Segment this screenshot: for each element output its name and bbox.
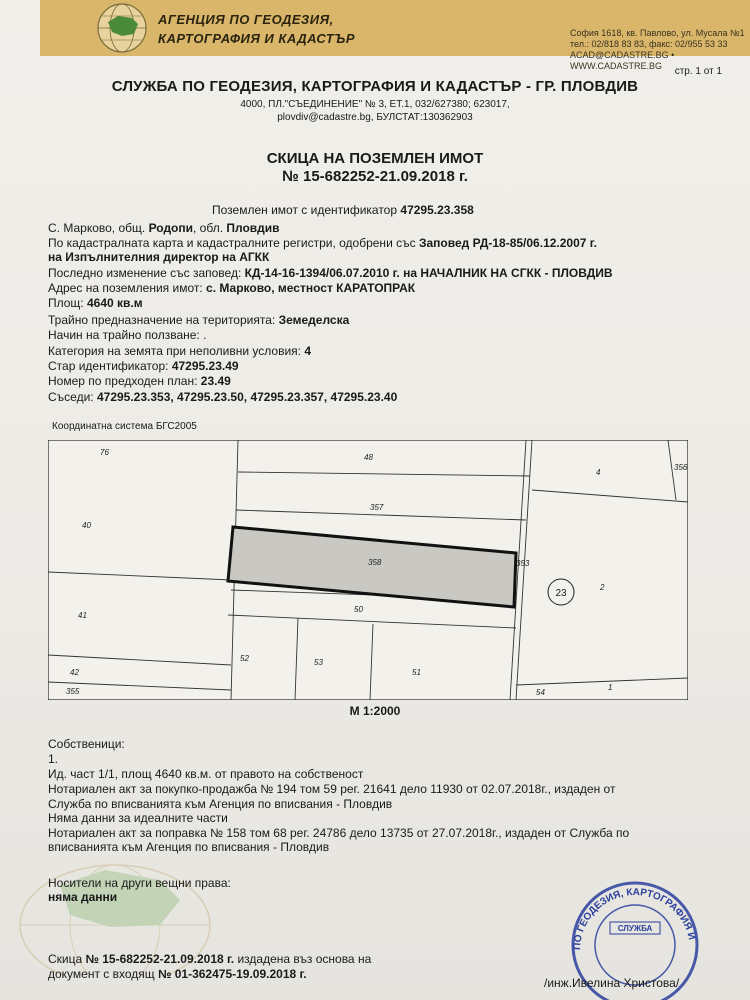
page-number: стр. 1 от 1 <box>674 66 722 77</box>
identifier-label: Поземлен имот с идентификатор <box>212 203 398 217</box>
property-identifier <box>212 203 474 217</box>
location-line <box>48 221 280 235</box>
province-label: , обл. <box>193 221 224 235</box>
other-rights-label: Носители на други вещни права: <box>48 876 231 890</box>
area-label: Площ: <box>48 296 84 310</box>
map-scale: М 1:2000 <box>349 704 401 718</box>
neighbours-line <box>48 390 397 404</box>
previous-plan-value: 23.49 <box>200 374 231 388</box>
sketch-number: № 15-682252-21.09.2018 г. <box>85 952 235 966</box>
parcel-label: 76 <box>100 448 109 457</box>
office-address-line2: plovdiv@cadastre.bg, БУЛСТАТ:130362903 <box>277 112 473 123</box>
old-identifier-label: Стар идентификатор: <box>48 359 169 373</box>
contact-phone: тел.: 02/818 83 83, факс: 02/955 53 33 <box>570 39 728 49</box>
purpose-line <box>48 313 349 327</box>
category-label: Категория на земята при неполивни условия: <box>48 344 301 358</box>
usage-label: Начин на трайно ползване: <box>48 328 200 342</box>
parcel-label: 54 <box>536 688 545 697</box>
old-identifier-value: 47295.23.49 <box>171 359 239 373</box>
office-address-line1: 4000, ПЛ."СЪЕДИНЕНИЕ" № 3, ЕТ.1, 032/627380; 623017, <box>240 99 510 110</box>
parcel-label: 356 <box>674 463 688 472</box>
old-identifier-line <box>48 359 239 373</box>
signatory: /инж.Ивелина Христова/ <box>544 976 680 990</box>
parcel-label: 358 <box>368 558 382 567</box>
parcel-label: 40 <box>82 521 91 530</box>
previous-plan-label: Номер по предходен план: <box>48 374 198 388</box>
province: Пловдив <box>226 221 280 235</box>
footer-line-2 <box>48 967 307 981</box>
parcel-label: 48 <box>364 453 373 462</box>
address-value: с. Марково, местност КАРАТОПРАК <box>206 281 416 295</box>
office-title: СЛУЖБА ПО ГЕОДЕЗИЯ, КАРТОГРАФИЯ И КАДАСТЪР - ГР. ПЛОВДИВ <box>111 78 639 95</box>
parcel-label: 23 <box>555 588 567 599</box>
purpose-value: Земеделска <box>278 313 350 327</box>
parcel-label: 355 <box>66 687 80 696</box>
parcel-label: 51 <box>412 668 421 677</box>
parcel-label: 41 <box>78 611 87 620</box>
usage-value: . <box>203 328 207 342</box>
neighbours-value: 47295.23.353, 47295.23.50, 47295.23.357, 47295.23.40 <box>96 390 398 404</box>
contact-email: ACAD@CADASTRE.BG • WWW.CADASTRE.BG <box>570 50 675 71</box>
coordinate-system: Координатна система БГС2005 <box>52 421 197 432</box>
cadastral-order: Заповед РД-18-85/06.12.2007 г. <box>418 236 597 250</box>
notary-act-2b: вписванията към Агенция по вписвания - Пловдив <box>48 840 330 854</box>
cadastral-map <box>48 440 688 700</box>
category-line <box>48 344 311 358</box>
previous-plan-line <box>48 374 231 388</box>
parcel-label: 4 <box>596 468 601 477</box>
neighbours-label: Съседи: <box>48 390 94 404</box>
sketch-suffix: издадена въз основа на <box>234 952 372 966</box>
village: С. Марково, общ. <box>48 221 146 235</box>
office-address <box>0 98 750 124</box>
owners-heading: Собственици: <box>48 737 125 751</box>
cadastral-map-line <box>48 236 597 250</box>
agency-name-line1: АГЕНЦИЯ ПО ГЕОДЕЗИЯ, <box>158 12 334 27</box>
document-title: СКИЦА НА ПОЗЕМЛЕН ИМОТ <box>266 150 484 167</box>
parcel-label: 357 <box>370 503 384 512</box>
agency-banner <box>40 0 750 71</box>
parcel-label: 52 <box>240 654 249 663</box>
parcel-label: 42 <box>70 668 79 677</box>
area-line <box>48 296 143 310</box>
order-issuer: на Изпълнителния директор на АГКК <box>48 250 270 264</box>
parcel-label: 1 <box>608 683 613 692</box>
ideal-parts: Няма данни за идеалните части <box>48 811 228 825</box>
usage-line <box>48 328 206 342</box>
notary-act-1a: Нотариален акт за покупко-продажба № 194 том 59 рег. 21641 дело 11930 от 02.07.2018г., издаден от <box>48 782 616 796</box>
address-label: Адрес на поземления имот: <box>48 281 203 295</box>
purpose-label: Трайно предназначение на територията: <box>48 313 276 327</box>
agency-name-line2: КАРТОГРАФИЯ И КАДАСТЪР <box>158 31 355 46</box>
category-value: 4 <box>304 344 312 358</box>
last-change-label: Последно изменение със заповед: <box>48 266 242 280</box>
agency-contact <box>570 28 750 72</box>
owner-share: Ид. част 1/1, площ 4640 кв.м. от правото на собственост <box>48 767 364 781</box>
last-change-value: КД-14-16-1394/06.07.2010 г. на НАЧАЛНИК НА СГКК - ПЛОВДИВ <box>244 266 613 280</box>
cadastral-map-label: По кадастралната карта и кадастралните регистри, одобрени със <box>48 236 416 250</box>
last-change-line <box>48 266 613 280</box>
municipality: Родопи <box>148 221 194 235</box>
owner-index: 1. <box>48 752 59 766</box>
parcel-label: 50 <box>354 605 363 614</box>
area-value: 4640 кв.м <box>87 296 143 310</box>
incoming-number: № 01-362475-19.09.2018 г. <box>158 967 307 981</box>
globe-logo-icon <box>88 2 156 54</box>
footer-line-1 <box>48 952 371 966</box>
contact-address: София 1618, кв. Павлово, ул. Мусала №1 <box>570 28 745 38</box>
document-number: № 15-682252-21.09.2018 г. <box>282 168 468 185</box>
svg-text:ПО ГЕОДЕЗИЯ, КАРТОГРАФИЯ И <box>572 887 697 950</box>
notary-act-1b: Служба по вписванията към Агенция по вписвания - Пловдив <box>48 797 393 811</box>
incoming-prefix: документ с входящ <box>48 967 155 981</box>
notary-act-2a: Нотариален акт за поправка № 158 том 68 рег. 24786 дело 13735 от 27.07.2018г., издаден от Служба по <box>48 826 630 840</box>
stamp-center-text: СЛУЖБА <box>617 924 653 933</box>
parcel-label: 53 <box>314 658 323 667</box>
identifier-value: 47295.23.358 <box>400 203 474 217</box>
address-line <box>48 281 415 295</box>
parcel-label: 353 <box>516 559 530 568</box>
stamp-text: ПО ГЕОДЕЗИЯ, КАРТОГРАФИЯ И <box>571 886 698 951</box>
other-rights-value: няма данни <box>48 890 118 904</box>
sketch-prefix: Скица <box>48 952 83 966</box>
parcel-label: 2 <box>600 583 605 592</box>
agency-name <box>158 10 355 48</box>
